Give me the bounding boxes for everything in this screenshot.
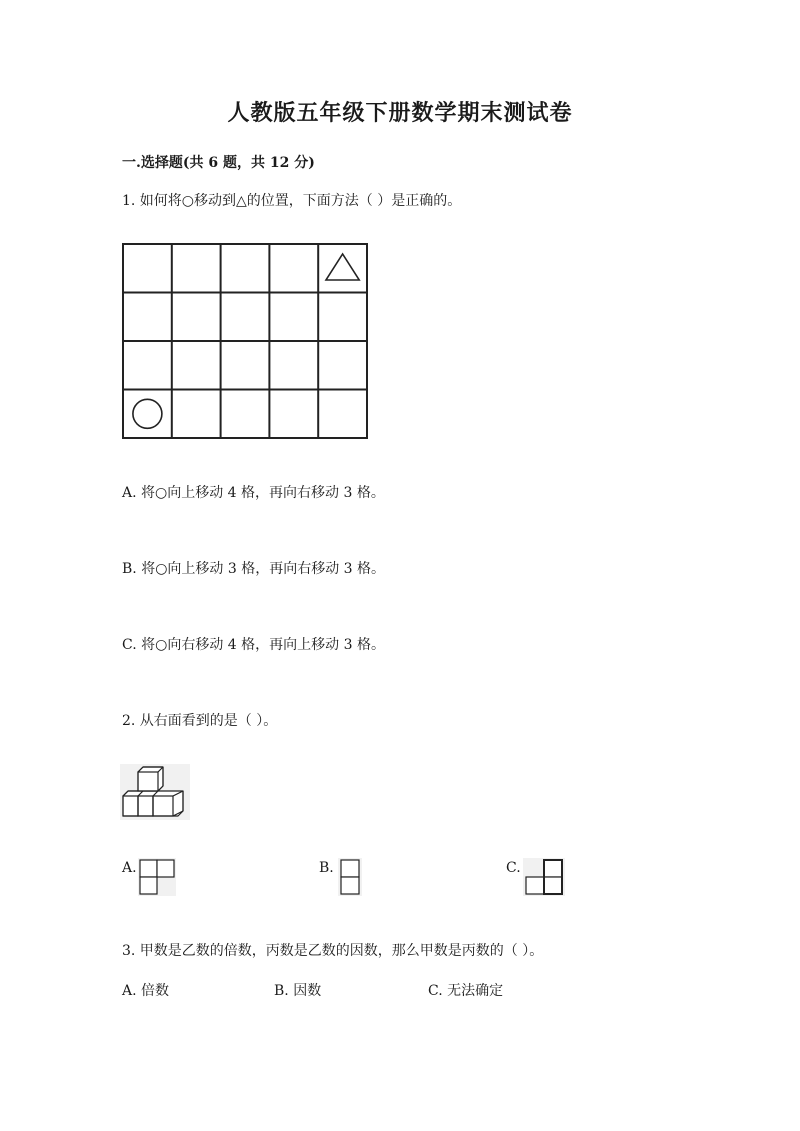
question-3-option-c: C. 无法确定 <box>428 983 504 999</box>
question-1-stem: 1. 如何将○移动到△的位置，下面方法（ ）是正确的。 <box>122 193 462 209</box>
triangle-icon <box>326 254 359 280</box>
page-title: 人教版五年级下册数学期末测试卷 <box>227 100 573 126</box>
question-1-option-a: A. 将○向上移动 4 格，再向右移动 3 格。 <box>122 485 385 501</box>
circle-icon <box>133 399 162 428</box>
question-3-option-a: A. 倍数 <box>122 983 170 999</box>
question-2-option-c-label: C. <box>506 860 521 876</box>
question-3-option-b: B. 因数 <box>274 983 322 999</box>
question-1-option-c: C. 将○向右移动 4 格，再向上移动 3 格。 <box>122 637 385 653</box>
question-3-stem: 3. 甲数是乙数的倍数，丙数是乙数的因数，那么甲数是丙数的（ ）。 <box>122 943 544 959</box>
question-2-cubes-figure <box>120 764 190 820</box>
question-2-stem: 2. 从右面看到的是（ ）。 <box>122 713 278 729</box>
section-heading: 一.选择题(共 6 题，共 12 分) <box>122 155 315 171</box>
question-1-grid-figure <box>122 243 368 439</box>
question-2-option-a-figure <box>138 858 176 896</box>
question-2-option-a-label: A. <box>122 860 137 876</box>
question-1-option-b: B. 将○向上移动 3 格，再向右移动 3 格。 <box>122 561 386 577</box>
question-2-option-c-figure <box>523 858 565 896</box>
question-2-option-b-figure <box>338 858 362 896</box>
question-2-option-b-label: B. <box>319 860 334 876</box>
